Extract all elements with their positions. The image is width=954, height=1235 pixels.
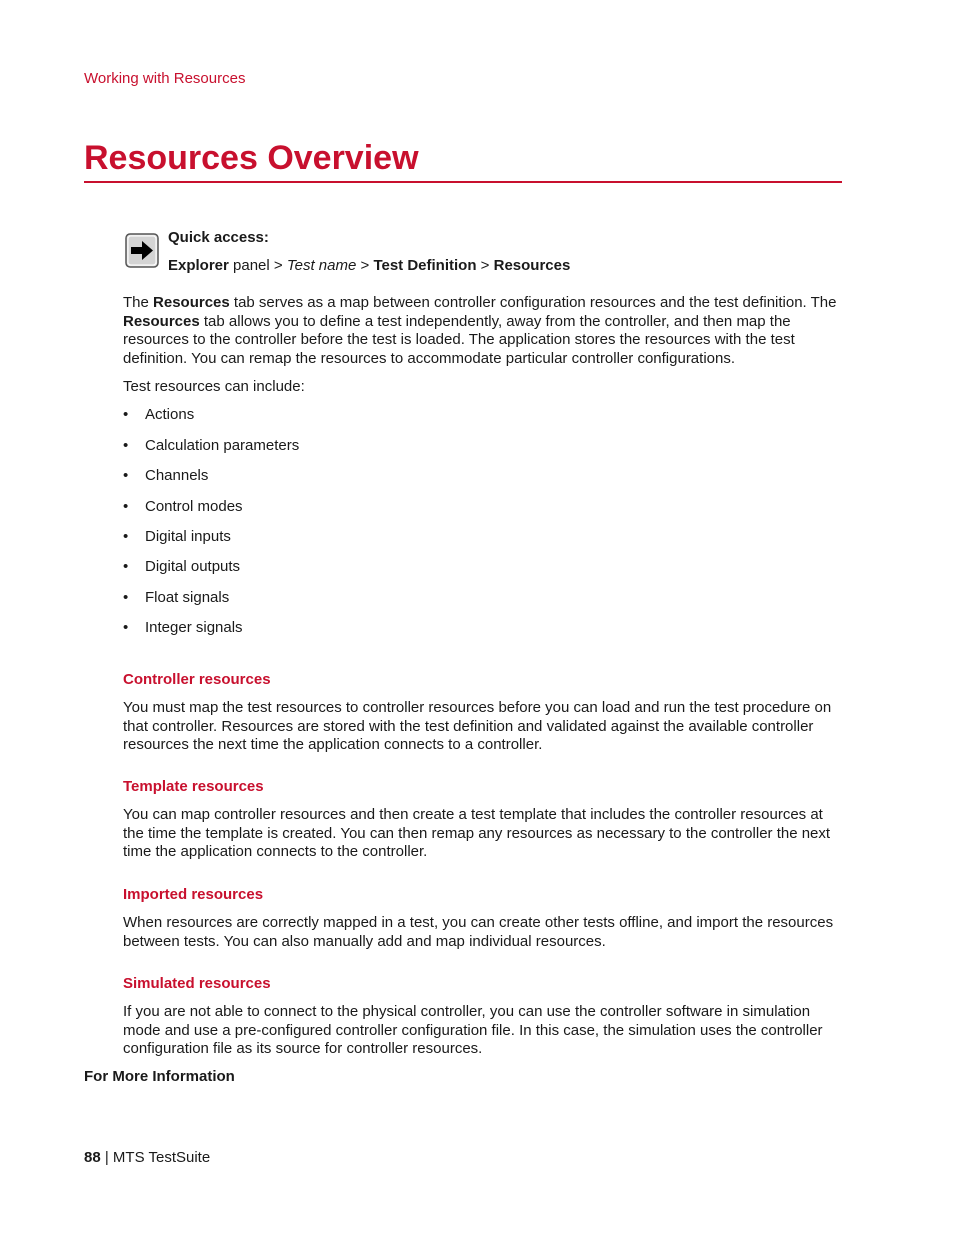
list-item	[123, 406, 194, 424]
section-body-simulated: If you are not able to connect to the physical controller, you can use the controller software in simulation mode and use a pre-configured controller configuration file. In this case, the simulation uses the controller configuration file as its source for controller resources.	[123, 1003, 823, 1058]
qa-sep2: >	[476, 257, 494, 274]
section-body-controller: You must map the test resources to controller resources before you can load and run the test procedure on that controller. Resources are stored with the test definition and validated against the available controller resources the next time the application connects to a controller.	[123, 699, 832, 754]
page-title: Resources Overview	[84, 139, 419, 177]
right-arrow-icon	[125, 233, 159, 268]
list-item-text: Control modes	[145, 498, 243, 515]
page-footer	[84, 1149, 210, 1166]
intro-text-b: Resources	[153, 294, 230, 311]
list-item	[123, 437, 299, 455]
list-item-text: Float signals	[145, 589, 230, 606]
bullet-glyph: •	[123, 558, 129, 575]
qa-test-definition: Test Definition	[373, 257, 477, 274]
bullet-glyph: •	[123, 528, 129, 545]
section-heading-imported: Imported resources	[123, 886, 264, 903]
qa-sep1: >	[356, 257, 374, 274]
list-item	[123, 619, 243, 637]
list-item	[123, 498, 243, 516]
list-item-text: Calculation parameters	[145, 437, 300, 454]
intro-text-a: The	[123, 294, 154, 311]
section-body-template: You can map controller resources and then create a test template that includes the controller resources at the time the template is created. You can then remap any resources as necessary to the controller the next time the application connects to the controller.	[123, 806, 831, 861]
product-name: MTS TestSuite	[112, 1149, 211, 1166]
quick-access-label: Quick access:	[168, 229, 269, 246]
footer-separator: |	[100, 1149, 113, 1166]
list-item-text: Actions	[145, 406, 195, 423]
qa-explorer: Explorer	[168, 257, 229, 274]
bullet-glyph: •	[123, 498, 129, 515]
list-item	[123, 528, 231, 546]
section-body-imported: When resources are correctly mapped in a test, you can create other tests offline, and import the resources between tests. You can also manually add and map individual resources.	[123, 914, 834, 950]
more-info-heading: For More Information	[84, 1068, 235, 1085]
section-heading-controller: Controller resources	[123, 671, 271, 688]
qa-resources: Resources	[493, 257, 571, 274]
title-divider	[84, 181, 842, 183]
list-intro: Test resources can include:	[123, 378, 305, 395]
intro-paragraph	[123, 294, 845, 369]
bullet-glyph: •	[123, 467, 129, 484]
list-item-text: Channels	[145, 467, 209, 484]
bullet-glyph: •	[123, 437, 129, 454]
qa-panel: panel >	[228, 257, 287, 274]
list-item	[123, 558, 240, 576]
intro-text-d: Resources	[123, 312, 200, 330]
page-number: 88	[84, 1149, 101, 1166]
bullet-glyph: •	[123, 406, 129, 423]
bullet-glyph: •	[123, 619, 129, 636]
intro-text-e: tab allows you to define a test independently, away from the controller, and then map the resources to the controller before the test is loaded. The application stores the resources with the test definition. You can remap the resources to accommodate particular controller configurations.	[123, 312, 795, 368]
bullet-glyph: •	[123, 589, 129, 606]
breadcrumb: Working with Resources	[84, 70, 246, 87]
intro-text-c: tab serves as a map between controller configuration resources and the test definition. The	[229, 294, 837, 311]
section-heading-template: Template resources	[123, 778, 264, 795]
list-item-text: Digital outputs	[145, 558, 241, 575]
quick-access-path	[168, 257, 570, 274]
list-item	[123, 589, 229, 607]
list-item	[123, 467, 208, 485]
list-item-text: Integer signals	[145, 619, 243, 636]
list-item-text: Digital inputs	[145, 528, 231, 545]
qa-test-name: Test name	[286, 257, 357, 274]
section-heading-simulated: Simulated resources	[123, 975, 271, 992]
